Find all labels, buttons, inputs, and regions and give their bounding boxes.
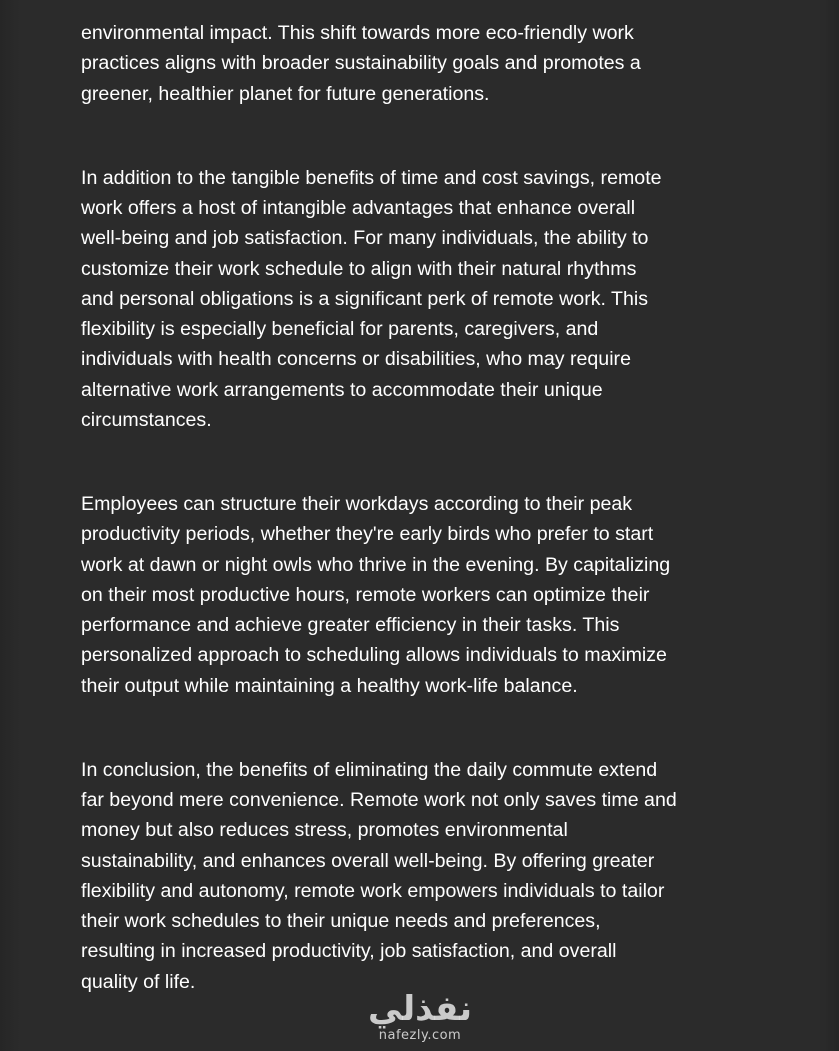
paragraph-1: environmental impact. This shift towards more eco-friendly work practices aligns with broader sustainability goals and promotes a greener, healthier planet for future generations. [81,22,641,105]
paragraph-4: In conclusion, the benefits of eliminating the daily commute extend far beyond mere convenience. Remote work not only saves time and money but also reduces stress, promotes environmental sustainability, and enhances overall well-being. By offering greater flexibility and autonomy, remote work empowers individuals to tailor their work schedules to their unique needs and preferences, resulting in increased productivity, job satisfaction, and overall quality of life. [81,758,677,993]
document-body [81,18,741,1051]
paragraph-3: Employees can structure their workdays according to their peak productivity periods, whether they're early birds who prefer to start work at dawn or night owls who thrive in the evening. By capitalizing on their most productive hours, remote workers can optimize their performance and achieve greater efficiency in their tasks. This personalized approach to scheduling allows individuals to maximize their output while maintaining a healthy work-life balance. [81,493,671,697]
watermark-url: nafezly.com [378,1028,462,1043]
paragraph-2: In addition to the tangible benefits of time and cost savings, remote work offers a host of intangible advantages that enhance overall well-being and job satisfaction. For many individuals, the ability to customize their work schedule to align with their natural rhythms and personal obligations is a significant perk of remote work. This flexibility is especially beneficial for parents, caregivers, and individuals with health concerns or disabilities, who may require alternative work arrangements to accommodate their unique circumstances. [81,166,662,431]
watermark-logo [360,990,480,1044]
watermark-arabic-text: نفذلي [367,989,473,1029]
